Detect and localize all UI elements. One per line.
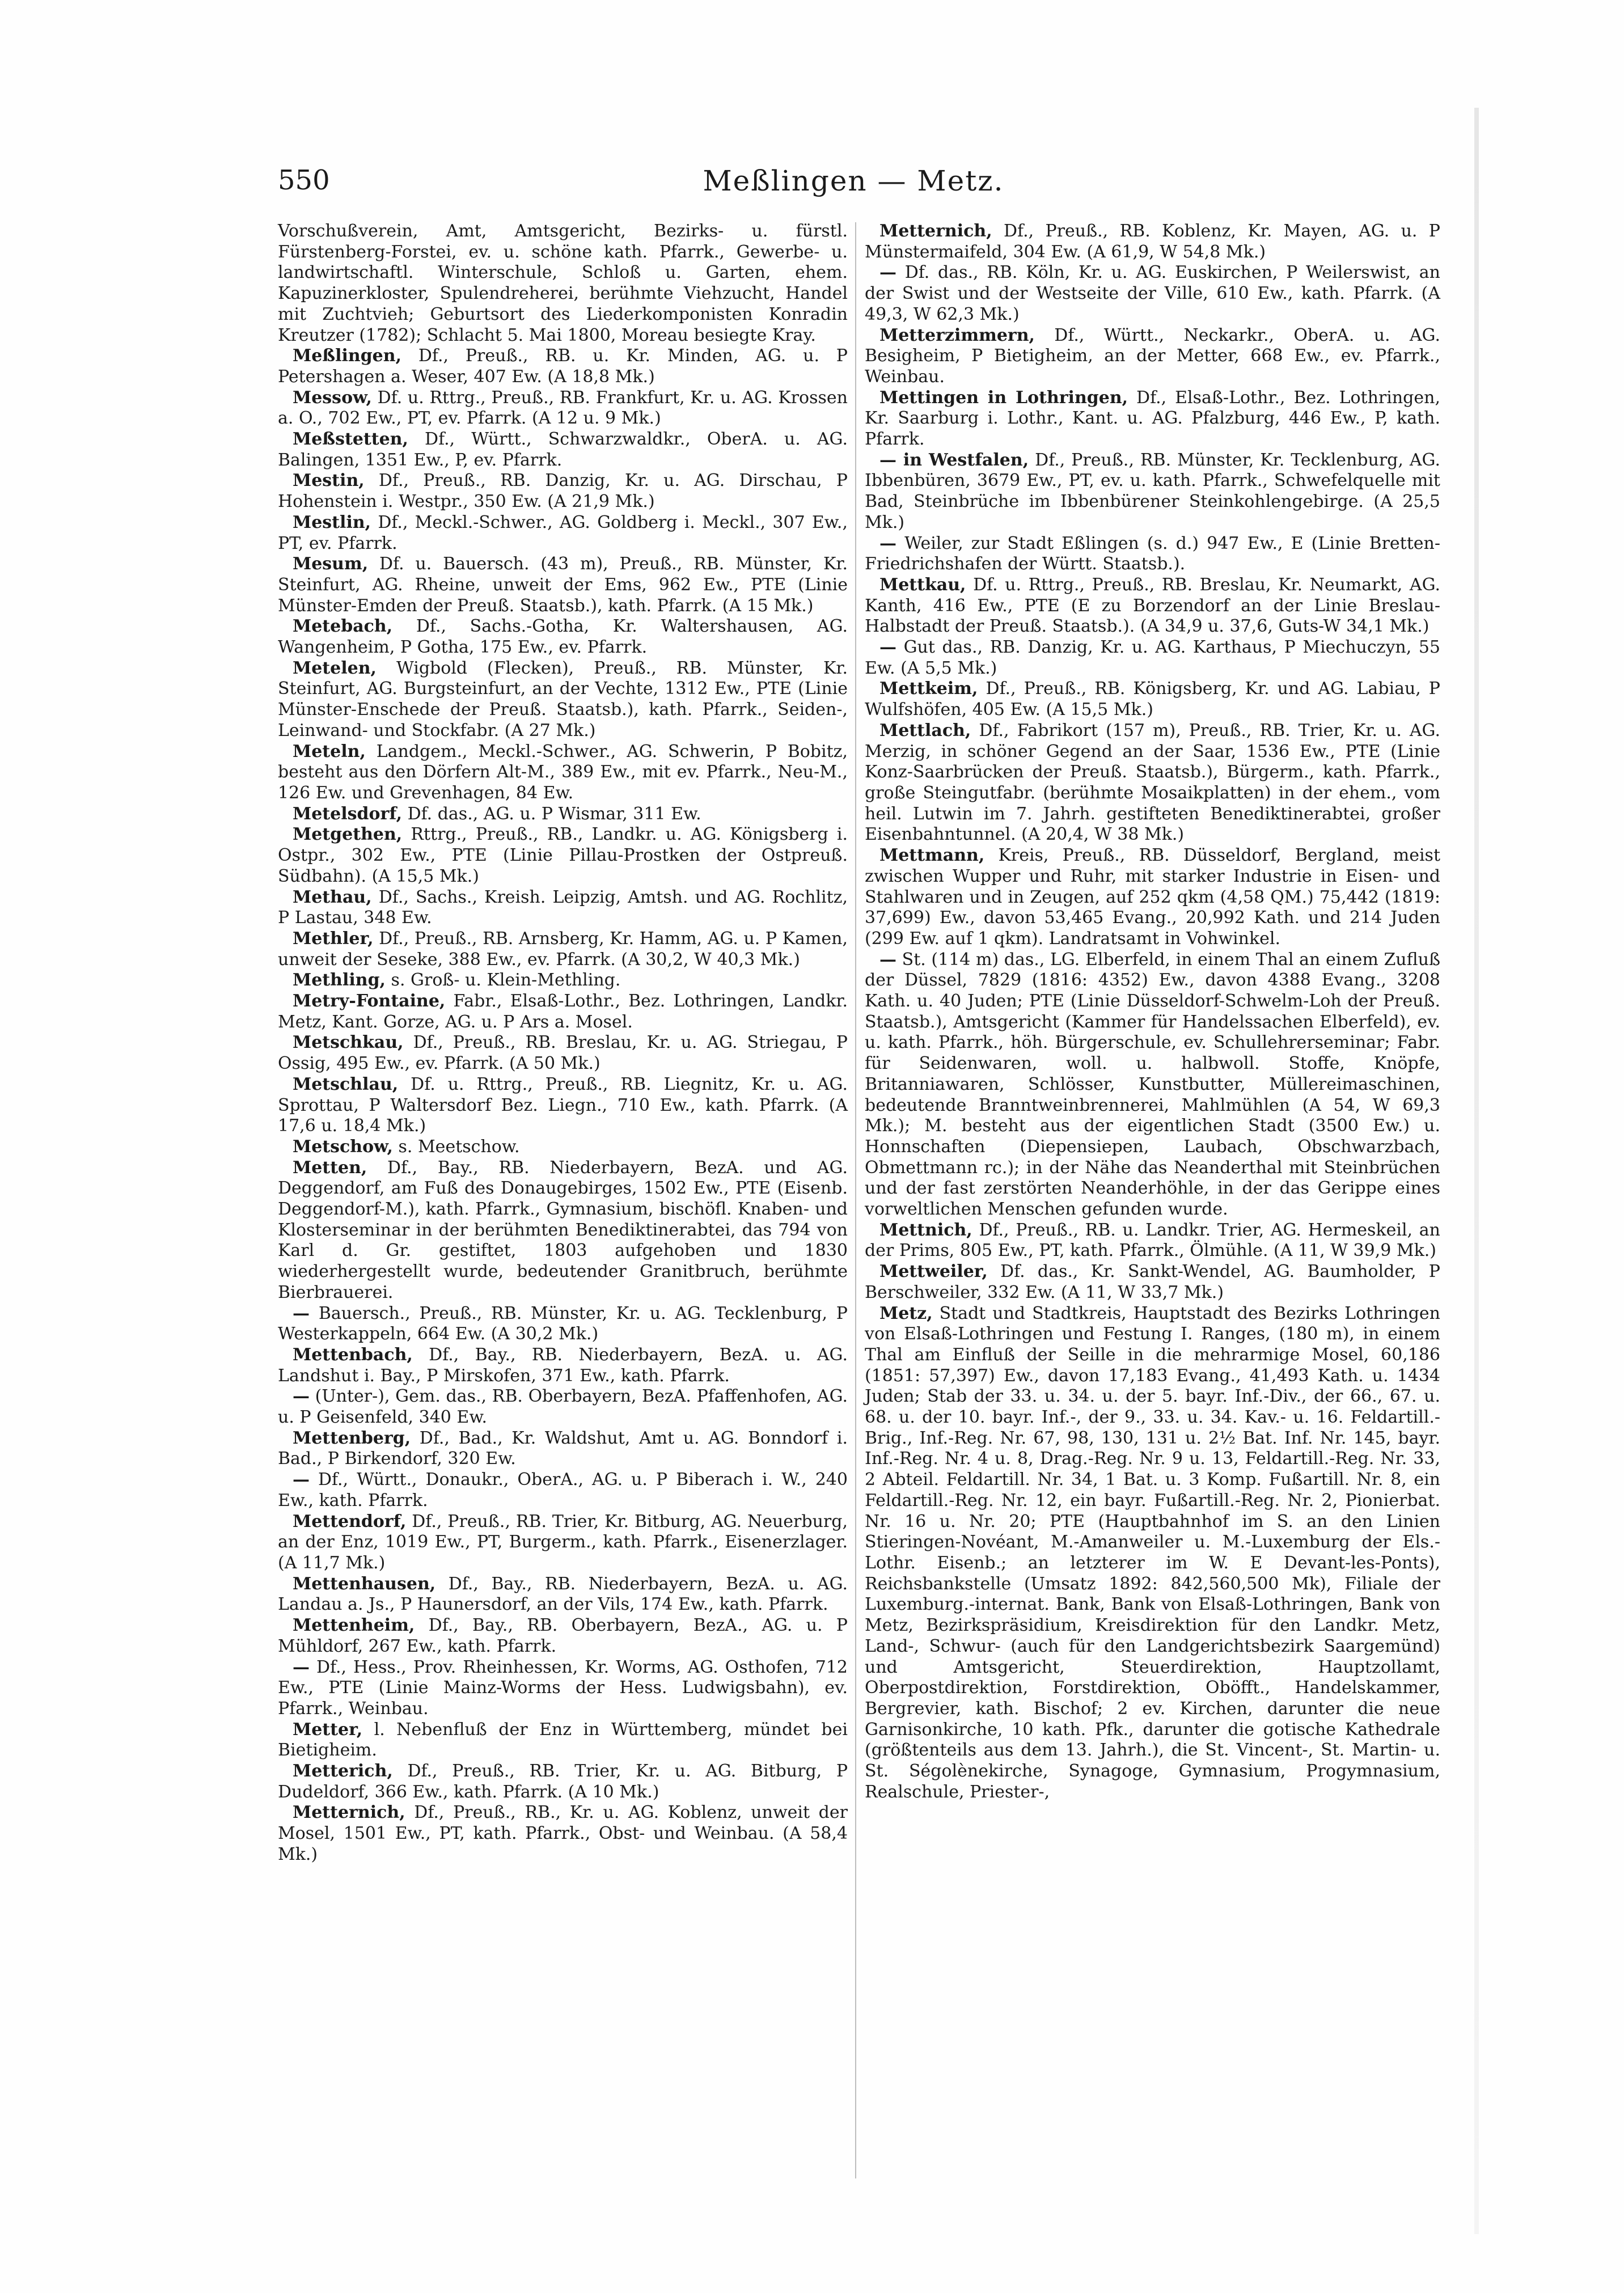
entry-headword: — <box>293 1303 310 1323</box>
entry-text: Df. u. Rttrg., Preuß., RB. Frankfurt, Kr. u. AG. Krossen a. O., 702 Ew., PT, ev. Pfarrk. (A 12 u. 9 Mk.) <box>278 387 848 429</box>
gazetteer-entry <box>278 1657 848 1720</box>
entry-text: Df., Bay., RB. Oberbayern, BezA., AG. u. P Mühldorf, 267 Ew., kath. Pfarrk. <box>278 1615 848 1656</box>
running-head: Meßlingen — Metz. <box>703 164 1004 197</box>
gazetteer-entry <box>278 1386 848 1428</box>
entry-text: Vorschußverein, Amt, Amtsgericht, Bezirks- u. fürstl. Fürstenberg-Forstei, ev. u. schöne kath. Pfarrk., Gewerbe- u. landwirtschaftl. Winterschule, Schloß u. Garten, ehem. Kapuzinerkloster, Spulendreherei, berühmte Viehzucht, Handel mit Zuchtvieh; Geburtsort des Liederkomponisten Konradin Kreutzer (1782); Schlacht 5. Mai 1800, Moreau besiegte Kray. <box>278 221 848 345</box>
entry-text: Df., Württ., Donaukr., OberA., AG. u. P Biberach i. W., 240 Ew., kath. Pfarrk. <box>278 1470 848 1511</box>
gazetteer-entry <box>278 970 848 991</box>
gazetteer-entry <box>278 513 848 554</box>
gazetteer-entry <box>278 471 848 512</box>
gazetteer-entry <box>278 429 848 471</box>
gazetteer-entry <box>278 804 848 825</box>
entry-headword: Metter, <box>293 1719 363 1740</box>
entry-headword: — <box>879 949 896 970</box>
entry-headword: Mettingen in Lothringen, <box>879 387 1128 408</box>
entry-text: (Unter-), Gem. das., RB. Oberbayern, BezA. Pfaffenhofen, AG. u. P Geisenfeld, 340 Ew. <box>278 1386 848 1428</box>
entry-headword: Meteln, <box>293 741 366 761</box>
entry-headword: Mettlach, <box>879 720 971 741</box>
entry-headword: — <box>293 1470 310 1490</box>
gazetteer-entry <box>278 1512 848 1574</box>
gazetteer-entry <box>278 616 848 658</box>
entry-headword: Mettkeim, <box>879 679 978 699</box>
entry-text: Df., Preuß., RB. u. Landkr. Trier, AG. Hermeskeil, an der Prims, 805 Ew., PT, kath. Pfarrk., Ölmühle. (A 11, W 39,9 Mk.) <box>865 1220 1440 1261</box>
entry-text: Df. u. Rttrg., Preuß., RB. Breslau, Kr. Neumarkt, AG. Kanth, 416 Ew., PTE (E zu Borzendorf an der Linie Breslau-Halbstadt der Preuß. Staatsb.). (A 34,9 u. 37,6, Guts-W 34,1 Mk.) <box>865 574 1441 637</box>
entry-text: s. Groß- u. Klein-Methling. <box>391 970 621 991</box>
gazetteer-entry <box>865 450 1440 534</box>
entry-headword: Methau, <box>293 887 372 907</box>
gazetteer-entry <box>865 388 1440 450</box>
entry-text: Df. u. Bauersch. (43 m), Preuß., RB. Münster, Kr. Steinfurt, AG. Rheine, unweit der Ems, 962 Ew., PTE (Linie Münster-Emden der Preuß. Staatsb.), kath. Pfarrk. (A 15 Mk.) <box>278 554 848 616</box>
entry-text: Df., Preuß., RB. Koblenz, Kr. Mayen, AG. u. P Münstermaifeld, 304 Ew. (A 61,9, W 54,8 Mk.) <box>865 221 1440 262</box>
gazetteer-entry <box>278 1470 848 1511</box>
entry-headword: — <box>879 263 896 283</box>
entry-text: St. (114 m) das., LG. Elberfeld, in einem Thal an einem Zufluß der Düssel, 7829 (1816: 4352) Ew., davon 4388 Evang., 3208 Kath. u. 40 Juden; PTE (Linie Düsseldorf-Schwelm-Loh der Preuß. Staatsb.), Amtsgericht (Kammer für Handelssachen Elberfeld), ev. u. kath. Pfarrk., höh. Bürgerschule, ev. Schullehrerseminar; Fabr. für Seidenwaren, woll. u. halbwoll. Stoffe, Knöpfe, Britanniawaren, Schlösser, Kunstbutter, Müllereimaschinen, bedeutende Branntweinbrennerei, Mahlmühlen (A 54, W 69,3 Mk.); M. besteht aus der eigentlichen Stadt (3500 Ew.) u. Honnschaften (Diepensiepen, Laubach, Obschwarzbach, Obmettmann rc.); in der Nähe das Neanderthal mit Steinbrüchen und der fast zerstörten Neanderhöhle, in der das Gerippe eines vorweltlichen Menschen gefunden wurde. <box>865 949 1440 1220</box>
page-number: 550 <box>278 164 330 196</box>
gazetteer-entry <box>278 1803 848 1865</box>
gazetteer-entry <box>278 1574 848 1615</box>
gazetteer-entry <box>865 1304 1440 1803</box>
entry-text: Landgem., Meckl.-Schwer., AG. Schwerin, P Bobitz, besteht aus den Dörfern Alt-M., 389 Ew., mit ev. Pfarrk., Neu-M., 126 Ew. und Grevenhagen, 84 Ew. <box>278 741 848 803</box>
entry-headword: Methler, <box>293 928 374 949</box>
entry-text: l. Nebenfluß der Enz in Württemberg, mündet bei Bietigheim. <box>278 1719 848 1761</box>
entry-headword: Metternich, <box>879 221 992 241</box>
gazetteer-entry <box>278 554 848 616</box>
gazetteer-entry <box>278 742 848 804</box>
entry-text: Df., Hess., Prov. Rheinhessen, Kr. Worms, AG. Osthofen, 712 Ew., PTE (Linie Mainz-Worms der Hess. Ludwigsbahn), ev. Pfarrk., Weinbau. <box>278 1657 848 1719</box>
gazetteer-entry <box>278 388 848 429</box>
gazetteer-entry <box>865 1220 1440 1262</box>
gazetteer-entry <box>278 1137 848 1158</box>
entry-headword: Metelsdorf, <box>293 803 403 824</box>
entry-text: Bauersch., Preuß., RB. Münster, Kr. u. AG. Tecklenburg, P Westerkappeln, 664 Ew. (A 30,2 Mk.) <box>278 1303 848 1344</box>
entry-text: s. Meetschow. <box>398 1136 520 1157</box>
entry-text: Df., Sachs.-Gotha, Kr. Waltershausen, AG. Wangenheim, P Gotha, 175 Ew., ev. Pfarrk. <box>278 616 848 658</box>
gazetteer-entry <box>865 845 1440 950</box>
gazetteer-entry <box>278 221 848 346</box>
entry-headword: — <box>293 1657 310 1677</box>
entry-text: Df., Preuß., RB. Arnsberg, Kr. Hamm, AG. u. P Kamen, unweit der Seseke, 388 Ew., ev. Pfarrk. (A 30,2, W 40,3 Mk.) <box>278 928 848 970</box>
entry-headword: Meßstetten, <box>293 429 408 450</box>
entry-headword: — <box>293 1386 310 1407</box>
gazetteer-entry <box>865 637 1440 679</box>
column-divider <box>855 222 856 2178</box>
entry-text: Df. das., RB. Köln, Kr. u. AG. Euskirchen, P Weilerswist, an der Swist und der Westseite der Ville, 610 Ew., kath. Pfarrk. (A 49,3, W 62,3 Mk.) <box>865 263 1440 324</box>
entry-headword: Mettnich, <box>879 1220 972 1240</box>
entry-text: Df., Preuß., RB. Trier, Kr. u. AG. Bitburg, P Dudeldorf, 366 Ew., kath. Pfarrk. (A 10 Mk.) <box>278 1761 848 1802</box>
entry-headword: Mettenbach, <box>293 1344 413 1365</box>
right-column <box>865 221 1440 1803</box>
entry-headword: Metelen, <box>293 658 377 678</box>
entry-headword: — in Westfalen, <box>879 450 1029 470</box>
entry-headword: Metry-Fontaine, <box>293 991 446 1012</box>
entry-text: Df., Elsaß-Lothr., Bez. Lothringen, Kr. Saarburg i. Lothr., Kant. u. AG. Pfalzburg, 446 Ew., P, kath. Pfarrk. <box>865 387 1440 450</box>
entry-text: Df., Bay., RB. Niederbayern, BezA. u. AG. Landshut i. Bay., P Mirskofen, 371 Ew., kath. Pfarrk. <box>278 1344 848 1386</box>
entry-headword: Mettmann, <box>879 845 985 866</box>
entry-text: Df., Preuß., RB. Königsberg, Kr. und AG. Labiau, P Wulfshöfen, 405 Ew. (A 15,5 Mk.) <box>865 679 1440 720</box>
entry-text: Weiler, zur Stadt Eßlingen (s. d.) 947 Ew., E (Linie Bretten-Friedrichshafen der Württ. Staatsb.). <box>865 533 1440 574</box>
gazetteer-entry <box>278 1720 848 1761</box>
entry-headword: Mettendorf, <box>293 1511 407 1532</box>
gazetteer-entry <box>278 658 848 742</box>
entry-text: Rttrg., Preuß., RB., Landkr. u. AG. Königsberg i. Ostpr., 302 Ew., PTE (Linie Pillau-Prostken der Ostpreuß. Südbahn). (A 15,5 Mk.) <box>278 824 848 886</box>
gazetteer-entry <box>278 1304 848 1345</box>
entry-text: Gut das., RB. Danzig, Kr. u. AG. Karthaus, P Miechuczyn, 55 Ew. (A 5,5 Mk.) <box>865 637 1440 678</box>
entry-headword: Metschow, <box>293 1136 393 1157</box>
entry-text: Df., Meckl.-Schwer., AG. Goldberg i. Meckl., 307 Ew., PT, ev. Pfarrk. <box>278 512 848 553</box>
gazetteer-entry <box>278 824 848 887</box>
gazetteer-entry <box>865 1262 1440 1303</box>
gazetteer-entry <box>278 1345 848 1386</box>
entry-text: Df., Preuß., RB. Danzig, Kr. u. AG. Dirschau, P Hohenstein i. Westpr., 350 Ew. (A 21,9 Mk.) <box>278 471 848 512</box>
gazetteer-entry <box>865 263 1440 325</box>
gazetteer-entry <box>865 325 1440 388</box>
entry-headword: Metschlau, <box>293 1074 399 1094</box>
entry-text: Df., Württ., Schwarzwaldkr., OberA. u. AG. Balingen, 1351 Ew., P, ev. Pfarrk. <box>278 429 848 470</box>
gazetteer-entry <box>278 1761 848 1803</box>
entry-headword: Mettweiler, <box>879 1262 988 1282</box>
entry-headword: Metebach, <box>293 616 393 637</box>
entry-text: Kreis, Preuß., RB. Düsseldorf, Bergland, meist zwischen Wupper und Ruhr, mit starker Industrie in Eisen- und Stahlwaren und in Zeugen, auf 252 qkm (4,58 QM.) 75,442 (1819: 37,699) Ew., davon 53,465 Evang., 20,992 Kath. und 214 Juden (299 Ew. auf 1 qkm). Landratsamt in Vohwinkel. <box>865 845 1440 949</box>
entry-headword: Methling, <box>293 970 386 991</box>
entry-headword: Mettenhausen, <box>293 1573 436 1594</box>
gazetteer-entry <box>278 1158 848 1304</box>
entry-text: Df., Sachs., Kreish. Leipzig, Amtsh. und AG. Rochlitz, P Lastau, 348 Ew. <box>278 887 848 928</box>
gazetteer-entry <box>278 991 848 1033</box>
entry-text: Df., Fabrikort (157 m), Preuß., RB. Trier, Kr. u. AG. Merzig, in schöner Gegend an der Saar, 1536 Ew., PTE (Linie Konz-Saarbrücken der Preuß. Staatsb.), Bürgerm., kath. Pfarrk., große Steingutfabr. (berühmte Mosaikplatten) in der ehem., vom heil. Lutwin im 7. Jahrh. gestifteten Benediktinerabtei, großer Eisenbahntunnel. (A 20,4, W 38 Mk.) <box>865 720 1440 845</box>
gazetteer-entry <box>278 929 848 970</box>
gazetteer-entry <box>865 221 1440 263</box>
gazetteer-entry <box>865 679 1440 720</box>
entry-text: Df., Bay., RB. Niederbayern, BezA. und AG. Deggendorf, am Fuß des Donaugebirges, 1502 Ew., PTE (Eisenb. Deggendorf-M.), kath. Pfarrk., Gymnasium, bischöfl. Knaben- und Klosterseminar in der berühmten Benediktinerabtei, das 794 von Karl d. Gr. gestiftet, 1803 aufgehoben und 1830 wiederhergestellt wurde, bedeutender Granitbruch, berühmte Bierbrauerei. <box>278 1157 848 1302</box>
entry-headword: — <box>879 637 896 658</box>
entry-headword: Mestlin, <box>293 512 371 532</box>
entry-text: Df., Württ., Neckarkr., OberA. u. AG. Besigheim, P Bietigheim, an der Metter, 668 Ew., ev. Pfarrk., Weinbau. <box>865 325 1440 387</box>
gazetteer-entry <box>865 721 1440 845</box>
entry-headword: Metz, <box>879 1303 933 1323</box>
entry-headword: Metterich, <box>293 1761 393 1782</box>
entry-headword: Metschkau, <box>293 1033 404 1053</box>
entry-headword: Metterzimmern, <box>879 325 1035 345</box>
entry-text: Fabr., Elsaß-Lothr., Bez. Lothringen, Landkr. Metz, Kant. Gorze, AG. u. P Ars a. Mosel. <box>278 991 848 1032</box>
entry-text: Df. das., AG. u. P Wismar, 311 Ew. <box>407 803 701 824</box>
entry-headword: Meßlingen, <box>293 346 402 366</box>
gazetteer-entry <box>278 346 848 387</box>
left-column <box>278 221 848 1865</box>
entry-text: Df. das., Kr. Sankt-Wendel, AG. Baumholder, P Berschweiler, 332 Ew. (A 11, W 33,7 Mk.) <box>865 1262 1440 1302</box>
entry-headword: Mettenberg, <box>293 1428 411 1448</box>
entry-text: Df. u. Rttrg., Preuß., RB. Liegnitz, Kr. u. AG. Sprottau, P Waltersdorf Bez. Liegn., 710 Ew., kath. Pfarrk. (A 17,6 u. 18,4 Mk.) <box>278 1074 848 1136</box>
entry-headword: Metternich, <box>293 1803 405 1823</box>
entry-headword: — <box>879 533 896 553</box>
gazetteer-entry <box>278 887 848 929</box>
gazetteer-entry <box>278 1428 848 1470</box>
entry-text: Df., Preuß., RB., Kr. u. AG. Koblenz, unweit der Mosel, 1501 Ew., PT, kath. Pfarrk., Obst- und Weinbau. (A 58,4 Mk.) <box>278 1803 848 1864</box>
gazetteer-entry <box>278 1074 848 1137</box>
entry-headword: Mesum, <box>293 554 369 574</box>
gazetteer-entry <box>278 1615 848 1657</box>
gazetteer-entry <box>865 575 1440 637</box>
entry-text: Df., Bay., RB. Niederbayern, BezA. u. AG. Landau a. Js., P Haunersdorf, an der Vils, 174 Ew., kath. Pfarrk. <box>278 1573 848 1615</box>
entry-headword: Mestin, <box>293 471 365 491</box>
entry-text: Df., Preuß., RB. Trier, Kr. Bitburg, AG. Neuerburg, an der Enz, 1019 Ew., PT, Burgerm., kath. Pfarrk., Eisenerzlager. (A 11,7 Mk.) <box>278 1511 848 1573</box>
entry-headword: Mettkau, <box>879 574 966 595</box>
entry-headword: Metgethen, <box>293 824 403 845</box>
entry-headword: Mettenheim, <box>293 1615 415 1636</box>
gazetteer-entry <box>865 950 1440 1220</box>
entry-headword: Metten, <box>293 1157 367 1178</box>
entry-text: Wigbold (Flecken), Preuß., RB. Münster, Kr. Steinfurt, AG. Burgsteinfurt, an der Vechte, 1312 Ew., PTE (Linie Münster-Enschede der Preuß. Staatsb.), kath. Pfarrk., Seiden-, Leinwand- und Stockfabr. (A 27 Mk.) <box>278 658 848 741</box>
page-header <box>278 164 1429 210</box>
entry-headword: Messow, <box>293 387 372 408</box>
entry-text: Df., Preuß., RB. Münster, Kr. Tecklenburg, AG. Ibbenbüren, 3679 Ew., PT, ev. u. kath. Pfarrk., Schwefelquelle mit Bad, Steinbrüche im Ibbenbürener Steinkohlengebirge. (A 25,5 Mk.) <box>865 450 1440 532</box>
gazetteer-entry <box>278 1033 848 1074</box>
entry-text: Df., Preuß., RB. Breslau, Kr. u. AG. Striegau, P Ossig, 495 Ew., ev. Pfarrk. (A 50 Mk.) <box>278 1033 848 1074</box>
entry-text: Df., Bad., Kr. Waldshut, Amt u. AG. Bonndorf i. Bad., P Birkendorf, 320 Ew. <box>278 1428 848 1469</box>
page-edge-shadow <box>1474 108 1479 2234</box>
entry-text: Stadt und Stadtkreis, Hauptstadt des Bezirks Lothringen von Elsaß-Lothringen und Festung I. Ranges, (180 m), in einem Thal am Einfluß der Seille in die mehrarmige Mosel, 60,186 (1851: 57,397) Ew., davon 17,183 Evang., 41,493 Kath. u. 1434 Juden; Stab der 33. u. 34. u. der 5. bayr. Inf.-Div., der 66., 67. u. 68. u. der 10. bayr. Inf.-, der 9., 33. u. 34. Kav.- u. 16. Feldartill.-Brig., Inf.-Reg. Nr. 67, 98, 130, 131 u. 2½ Bat. Inf. Nr. 145, bayr. Inf.-Reg. Nr. 4 u. 8, Drag.-Reg. Nr. 9 u. 13, Feldartill.-Reg. Nr. 33, 2 Abteil. Feldartill. Nr. 34, 1 Bat. u. 3 Komp. Fußartill. Nr. 8, ein Feldartill.-Reg. Nr. 12, ein bayr. Fußartill.-Reg. Nr. 2, Pionierbat. Nr. 16 u. Nr. 20; PTE (Hauptbahnhof im S. an den Linien Stieringen-Novéant, M.-Amanweiler u. M.-Luxemburg der Els.-Lothr. Eisenb.; an letzterer im W. E Devant-les-Ponts), Reichsbankstelle (Umsatz 1892: 842,560,500 Mk), Filiale der Luxemburg.-internat. Bank, Bank von Elsaß-Lothringen, Bank von Metz, Bezirkspräsidium, Kreisdirektion für den Landkr. Metz, Land-, Schwur- (auch für den Landgerichtsbezirk Saargemünd) und Amtsgericht, Steuerdirektion, Hauptzollamt, Oberpostdirektion, Forstdirektion, Oböfft., Handelskammer, Bergrevier, kath. Bischof; 2 ev. Kirchen, darunter die neue Garnisonkirche, 10 kath. Pfk., darunter die gotische Kathedrale (größtenteils aus dem 13. Jahrh.), die St. Vincent-, St. Martin- u. St. Ségolènekirche, Synagoge, Gymnasium, Progymnasium, Realschule, Priester-, <box>865 1303 1440 1802</box>
gazetteer-entry <box>865 534 1440 575</box>
entry-text: Df., Preuß., RB. u. Kr. Minden, AG. u. P Petershagen a. Weser, 407 Ew. (A 18,8 Mk.) <box>278 346 848 387</box>
